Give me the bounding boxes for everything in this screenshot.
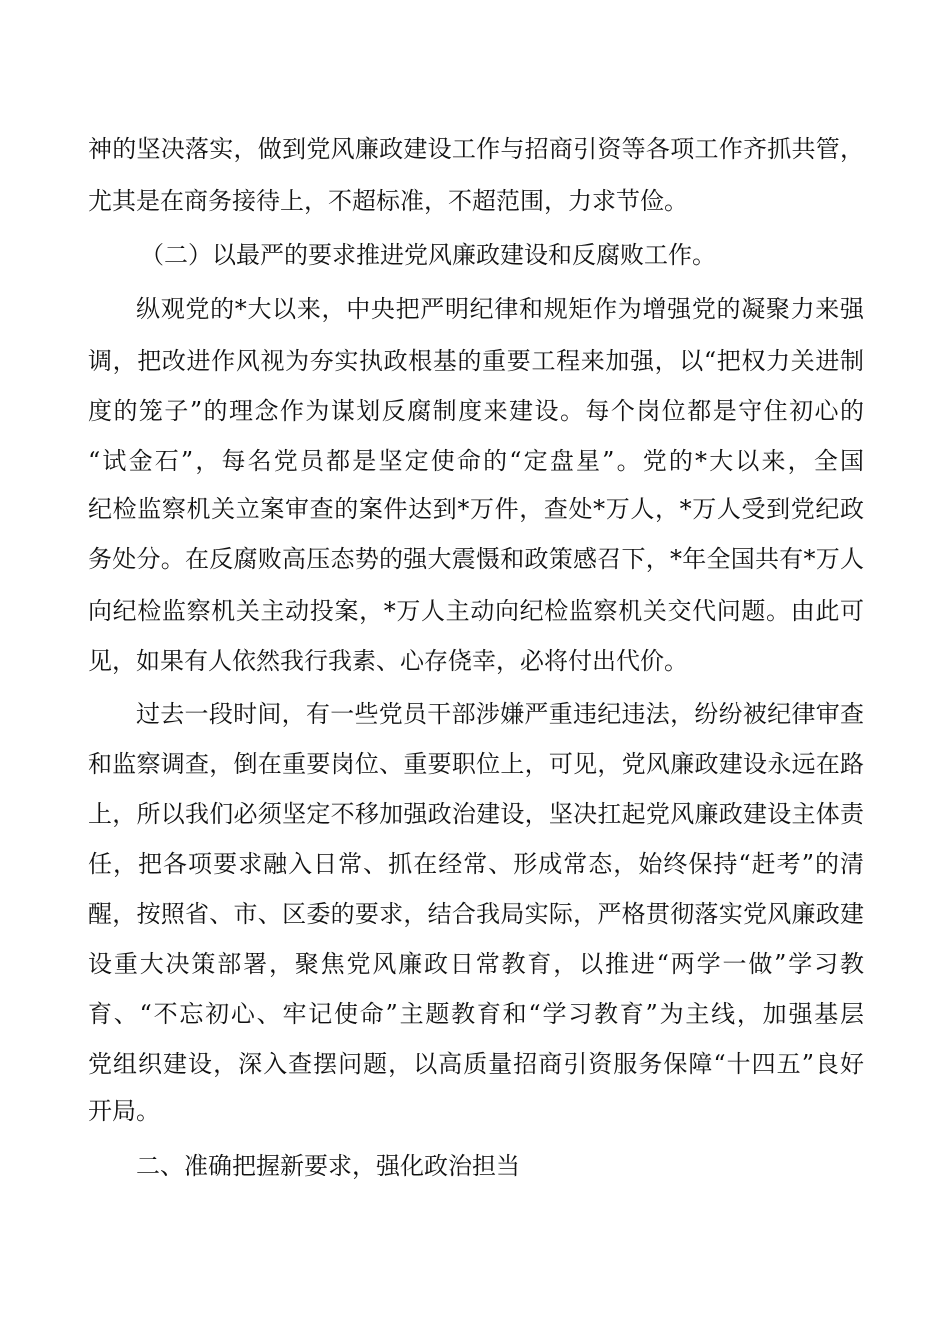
paragraph-line: 过去一段时间，有一些党员干部涉嫌严重违纪违法，纷纷被纪律审查 xyxy=(136,700,864,728)
paragraph-line: 醒，按照省、市、区委的要求，结合我局实际，严格贯彻落实党风廉政建 xyxy=(88,900,864,928)
paragraph-line: 和监察调查，倒在重要岗位、重要职位上，可见，党风廉政建设永远在路 xyxy=(88,750,864,778)
section-subheading: （二）以最严的要求推进党风廉政建设和反腐败工作。 xyxy=(140,241,716,269)
paragraph-line: 见，如果有人依然我行我素、心存侥幸，必将付出代价。 xyxy=(88,647,688,675)
section-heading: 二、准确把握新要求，强化政治担当 xyxy=(136,1152,520,1180)
paragraph-line: 任，把各项要求融入日常、抓在经常、形成常态，始终保持“赶考”的清 xyxy=(88,850,864,878)
paragraph-line: 纪检监察机关立案审查的案件达到*万件，查处*万人，*万人受到党纪政 xyxy=(88,495,864,523)
paragraph-line: 纵观党的*大以来，中央把严明纪律和规矩作为增强党的凝聚力来强 xyxy=(136,295,864,323)
paragraph-line: 党组织建设，深入查摆问题，以高质量招商引资服务保障“十四五”良好 xyxy=(88,1050,864,1078)
paragraph-line: 务处分。在反腐败高压态势的强大震慑和政策感召下，*年全国共有*万人 xyxy=(88,545,864,573)
paragraph-line: 神的坚决落实，做到党风廉政建设工作与招商引资等各项工作齐抓共管， xyxy=(88,135,864,163)
paragraph-line: 育、“不忘初心、牢记使命”主题教育和“学习教育”为主线，加强基层 xyxy=(88,1000,864,1028)
paragraph-line: 上，所以我们必须坚定不移加强政治建设，坚决扛起党风廉政建设主体责 xyxy=(88,800,864,828)
paragraph-line: 向纪检监察机关主动投案，*万人主动向纪检监察机关交代问题。由此可 xyxy=(88,597,864,625)
paragraph-line: 设重大决策部署，聚焦党风廉政日常教育，以推进“两学一做”学习教 xyxy=(88,950,864,978)
paragraph-line: 调，把改进作风视为夯实执政根基的重要工程来加强，以“把权力关进制 xyxy=(88,347,864,375)
paragraph-line: 开局。 xyxy=(88,1097,160,1125)
paragraph-line: 尤其是在商务接待上，不超标准，不超范围，力求节俭。 xyxy=(88,187,688,215)
paragraph-line: 度的笼子”的理念作为谋划反腐制度来建设。每个岗位都是守住初心的 xyxy=(88,397,864,425)
paragraph-line: “试金石”，每名党员都是坚定使命的“定盘星”。党的*大以来，全国 xyxy=(88,447,864,475)
